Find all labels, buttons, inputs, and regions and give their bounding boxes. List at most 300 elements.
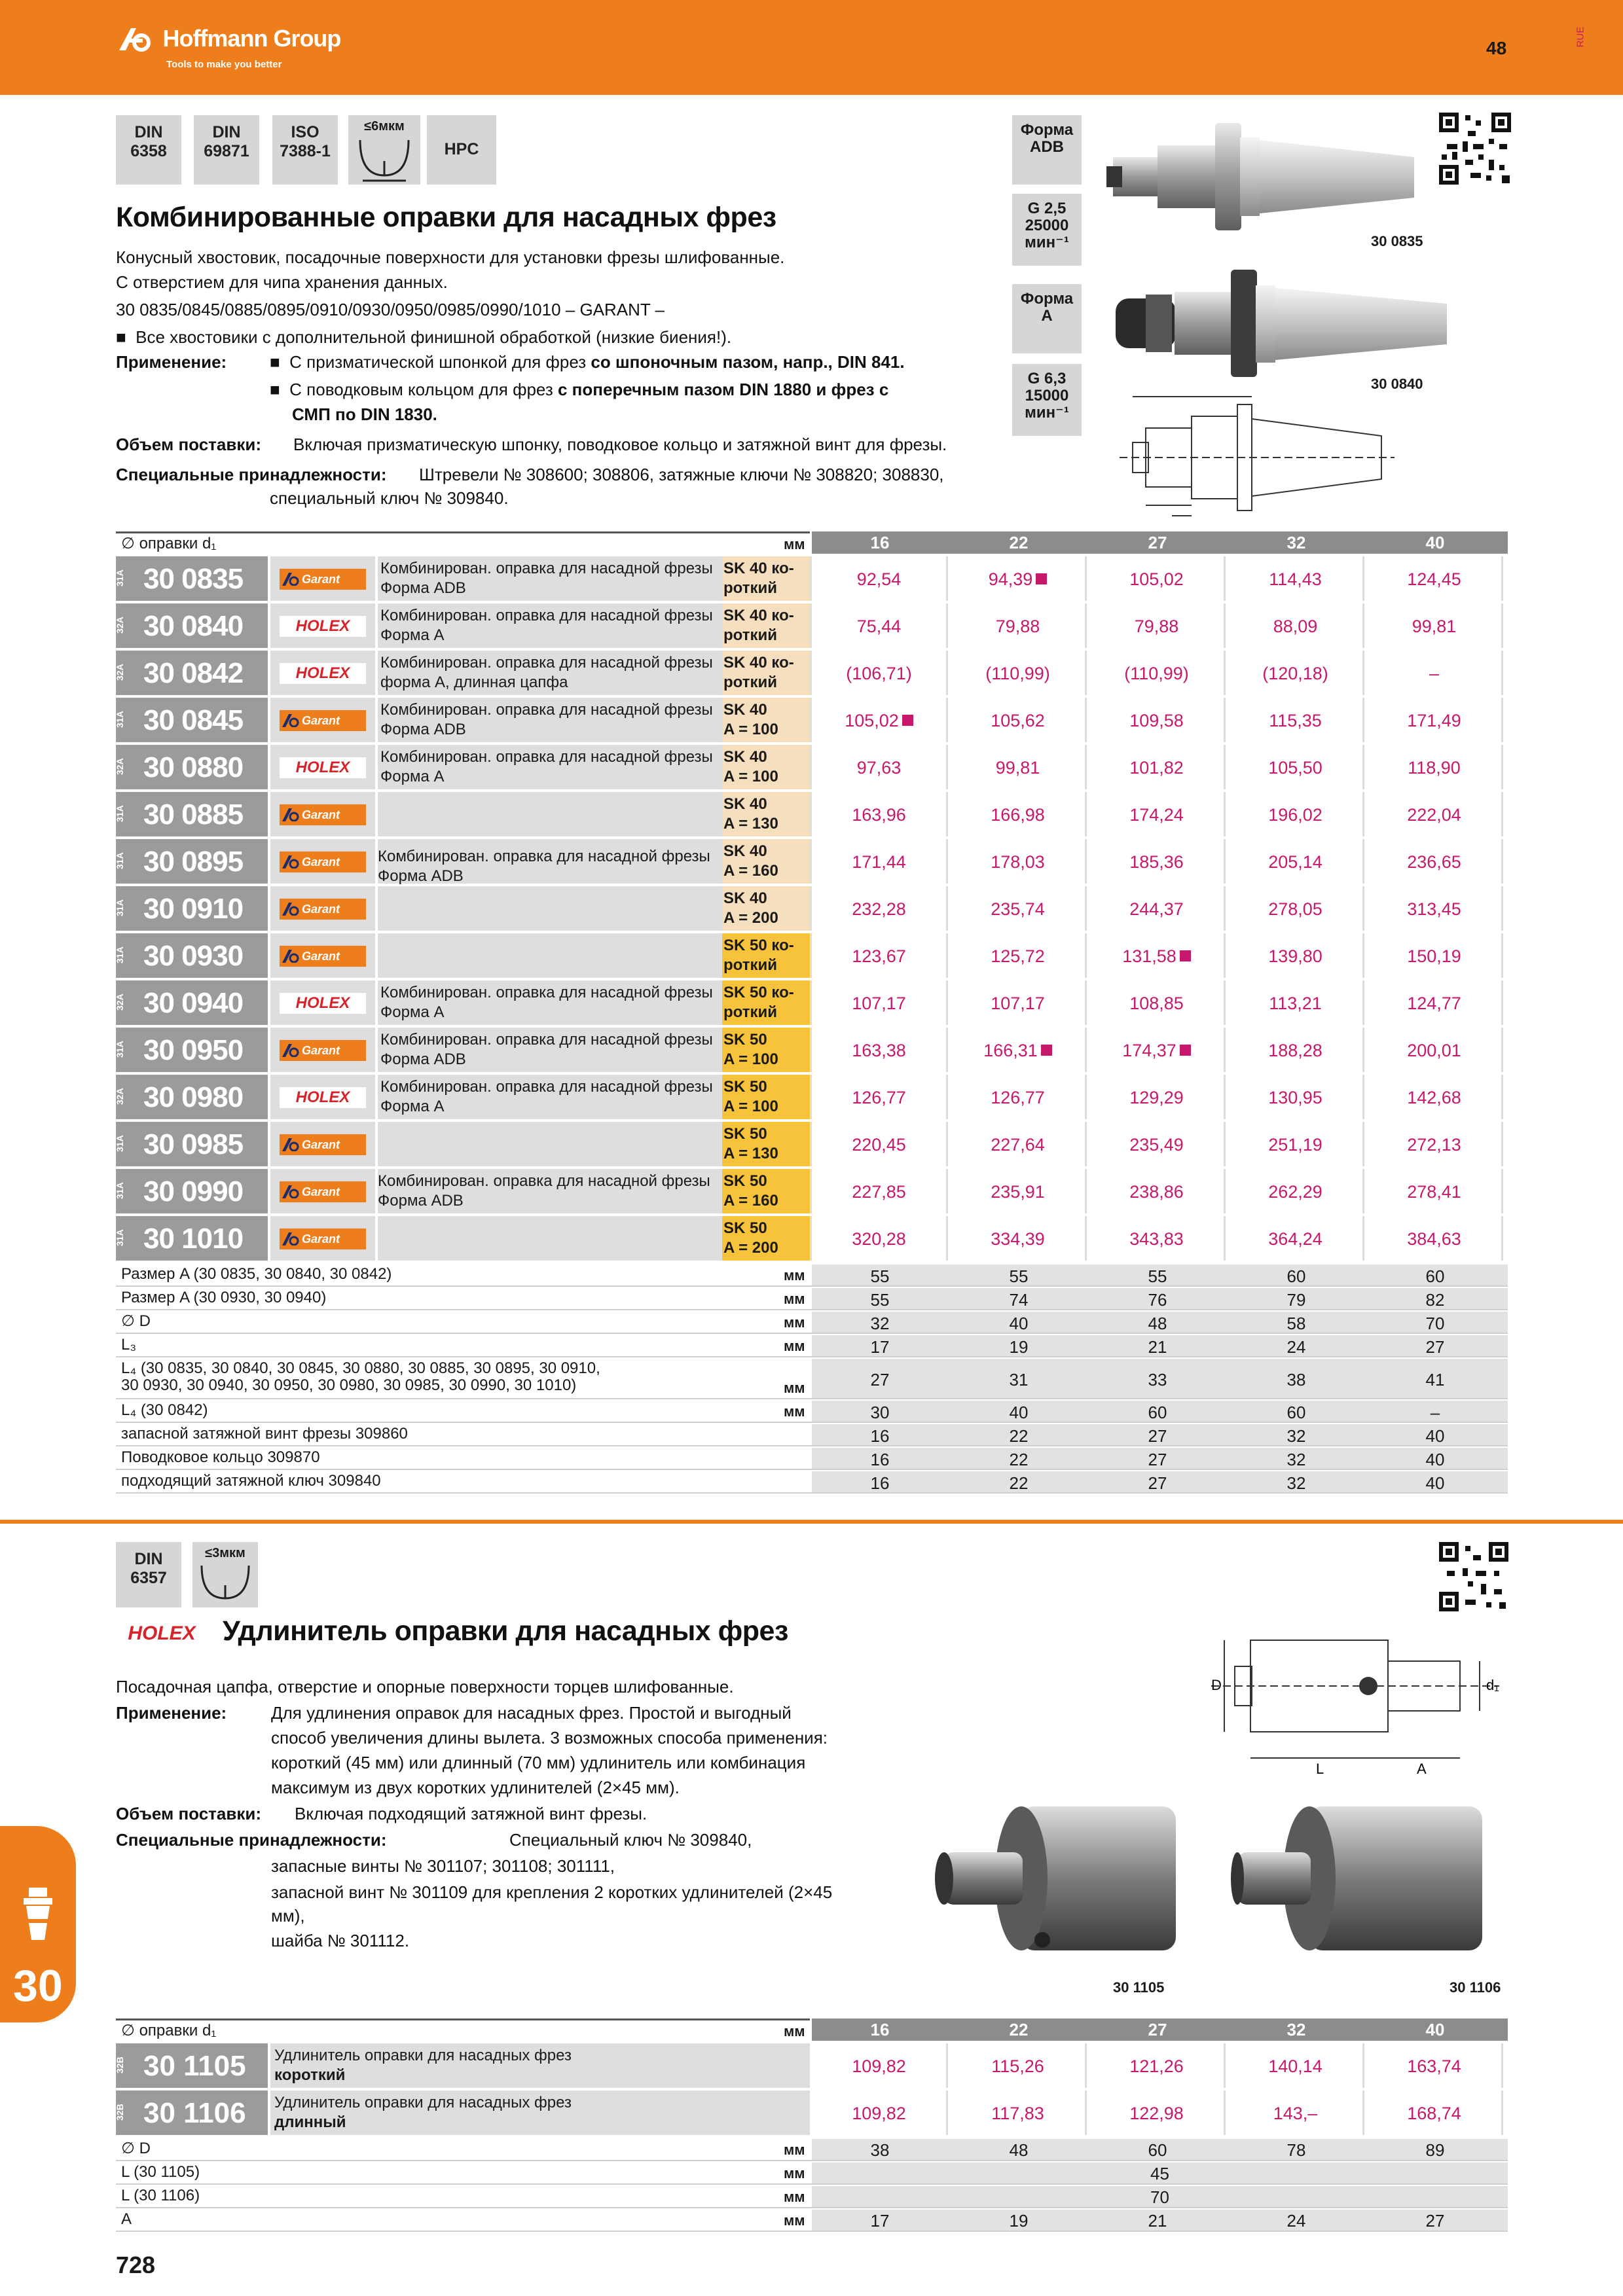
article-number[interactable]: 30 0845 — [143, 704, 244, 736]
arbor-technical-drawing — [1106, 390, 1408, 528]
price-cell[interactable] — [1089, 698, 1226, 742]
brand-cell — [270, 698, 375, 742]
product-description: Комбинирован. оправка для насадной фрезы Форма ADB — [378, 556, 836, 601]
price-cell[interactable] — [1089, 839, 1226, 884]
price-value: 171,49 — [1407, 711, 1461, 730]
taper-spec: SK 50 A = 160 — [722, 1169, 810, 1213]
price-cell[interactable] — [1089, 792, 1226, 836]
price-value: 125,72 — [991, 946, 1045, 966]
taper-spec: SK 40 ко- роткий — [722, 651, 810, 695]
taper-spec: SK 40 A = 160 — [722, 839, 810, 884]
price-cell[interactable] — [1228, 1122, 1364, 1166]
size-col: 22 — [1009, 2020, 1029, 2039]
table1-header — [0, 531, 1623, 554]
price-cell[interactable] — [951, 1122, 1087, 1166]
table-row[interactable] — [116, 1216, 1508, 1262]
spec-value: 21 — [1148, 2211, 1167, 2231]
price-cell[interactable] — [1089, 1169, 1226, 1213]
price-cell[interactable] — [1228, 698, 1364, 742]
holex-logo: HOLEX — [280, 993, 366, 1014]
spec-value: 32 — [1286, 1473, 1306, 1493]
qr-code-section1[interactable] — [1439, 113, 1511, 185]
price-cell[interactable]: 109,82 — [812, 2090, 948, 2135]
group-code: 31A — [115, 1182, 125, 1199]
price-cell[interactable] — [812, 792, 948, 836]
price-cell[interactable] — [1228, 1028, 1364, 1072]
desc-line: Удлинитель оправки для насадных фрез — [274, 2047, 572, 2064]
price-cell[interactable] — [951, 839, 1087, 884]
extension-image-301105 — [930, 1793, 1205, 1977]
hoffmann-logo-icon — [117, 26, 157, 52]
price-cell[interactable]: 122,98 — [1089, 2090, 1226, 2135]
section2-app-line: Для удлинения оправок для насадных фрез. Простой и выгодный — [271, 1703, 792, 1723]
price-value: 105,62 — [991, 711, 1045, 730]
table-row[interactable] — [116, 651, 1508, 696]
price-cell[interactable] — [812, 1122, 948, 1166]
spec-row — [116, 1471, 1508, 1494]
price-cell[interactable] — [812, 1169, 948, 1213]
table-row[interactable] — [116, 556, 1508, 602]
price-value: 107,17 — [852, 994, 906, 1013]
price-cell[interactable] — [1228, 651, 1364, 695]
scope-text: Включая призматическую шпонку, поводковое кольцо и затяжной винт для фрезы. — [293, 435, 947, 454]
price-cell[interactable] — [1228, 603, 1364, 648]
runout-badge-2 — [192, 1542, 258, 1607]
article-number[interactable]: 30 0840 — [143, 610, 244, 642]
section2-scope-label: Объем поставки: — [116, 1804, 262, 1823]
product-description: Комбинирован. оправка для насадной фрезы Форма A — [378, 980, 836, 1025]
product-description: Комбинирован. оправка для насадной фрезы форма A, длинная цапфа — [378, 651, 836, 695]
price-cell[interactable] — [951, 886, 1087, 931]
price-cell[interactable] — [1089, 980, 1226, 1025]
table1-unit: мм — [784, 536, 805, 552]
taper-spec: SK 50 A = 200 — [722, 1216, 810, 1261]
spec-unit: мм — [784, 1380, 805, 1396]
spec-unit: мм — [784, 1314, 805, 1331]
price-cell[interactable] — [812, 886, 948, 931]
price-cell[interactable]: 163,74 — [1367, 2043, 1503, 2088]
price-cell[interactable] — [812, 1028, 948, 1072]
price-value: 334,39 — [991, 1229, 1045, 1249]
spec-value: 31 — [1009, 1370, 1029, 1390]
article-number[interactable]: 30 1105 — [143, 2050, 246, 2082]
price-cell[interactable] — [812, 556, 948, 601]
form-adb-box: Форма ADB — [1012, 115, 1082, 185]
application-label: Применение: — [116, 352, 227, 372]
price-cell[interactable]: 140,14 — [1228, 2043, 1364, 2088]
spec-value: 16 — [870, 1473, 890, 1493]
price-cell[interactable] — [812, 933, 948, 978]
price-value: 92,54 — [856, 569, 902, 589]
spec-value: 89 — [1425, 2140, 1445, 2160]
spec-value: 38 — [1286, 1370, 1306, 1390]
price-value: 150,19 — [1407, 946, 1461, 966]
price-cell[interactable]: 121,26 — [1089, 2043, 1226, 2088]
price-cell[interactable] — [1367, 1169, 1503, 1213]
price-marker-icon — [1036, 573, 1047, 584]
section1-line2: С отверстием для чипа хранения данных. — [116, 272, 448, 292]
price-cell[interactable]: 109,82 — [812, 2043, 948, 2088]
price-cell[interactable] — [1089, 886, 1226, 931]
spec-value: 16 — [870, 1450, 890, 1469]
spec-value: 70 — [1425, 1314, 1445, 1333]
table1-size-header — [812, 531, 1508, 554]
price-cell[interactable]: 143,– — [1228, 2090, 1364, 2135]
price-cell[interactable] — [951, 1028, 1087, 1072]
price-value: 97,63 — [856, 758, 902, 778]
article-number[interactable]: 30 0895 — [143, 846, 244, 878]
price-value: 235,74 — [991, 899, 1045, 919]
price-cell[interactable] — [951, 980, 1087, 1025]
section2-acc-line: запасные винты № 301107; 301108; 301111, — [271, 1856, 615, 1876]
price-value: 174,24 — [1129, 805, 1184, 825]
spec-value: 48 — [1148, 1314, 1167, 1333]
article-number[interactable]: 30 1106 — [143, 2097, 246, 2129]
price-cell[interactable] — [1367, 1075, 1503, 1119]
holex-logo: HOLEX — [280, 663, 366, 684]
price-cell[interactable] — [1228, 886, 1364, 931]
spec-value: 38 — [870, 2140, 890, 2160]
group-code: 31A — [115, 1135, 125, 1152]
price-cell[interactable] — [951, 1216, 1087, 1261]
spec-value: 33 — [1148, 1370, 1167, 1390]
article-number[interactable]: 30 0980 — [143, 1081, 244, 1113]
price-cell[interactable] — [1228, 839, 1364, 884]
garant-logo: Garant — [280, 1229, 366, 1249]
taper-spec: SK 50 ко- роткий — [722, 980, 810, 1025]
article-number[interactable]: 30 0842 — [143, 657, 244, 689]
spec-row — [116, 1312, 1508, 1334]
spec-value: 60 — [1425, 1266, 1445, 1286]
garant-logo-icon — [282, 903, 299, 916]
price-cell[interactable] — [1367, 839, 1503, 884]
taper-spec: SK 40 A = 200 — [722, 886, 810, 931]
holex-logo: HOLEX — [280, 616, 366, 637]
price-cell[interactable] — [1367, 698, 1503, 742]
price-value: 124,77 — [1407, 994, 1461, 1013]
price-value: 171,44 — [852, 852, 906, 872]
group-code: 31A — [115, 711, 125, 728]
page-number-footer: 728 — [116, 2251, 156, 2278]
article-number[interactable]: 30 0985 — [143, 1128, 244, 1160]
chapter-tab[interactable] — [0, 1826, 76, 2022]
table-row[interactable] — [116, 933, 1508, 979]
price-cell[interactable] — [1367, 792, 1503, 836]
price-cell[interactable] — [951, 792, 1087, 836]
article-code-box — [116, 933, 268, 978]
brand-cell — [270, 1216, 375, 1261]
page-header — [0, 0, 1623, 95]
brand-cell — [270, 1122, 375, 1166]
price-cell[interactable] — [1228, 1075, 1364, 1119]
price-cell[interactable] — [1228, 556, 1364, 601]
price-cell[interactable]: 168,74 — [1367, 2090, 1503, 2135]
price-value: 232,28 — [852, 899, 906, 919]
price-cell[interactable] — [951, 603, 1087, 648]
price-cell[interactable]: 117,83 — [951, 2090, 1087, 2135]
brand-cell — [270, 556, 375, 601]
section1-line3: 30 0835/0845/0885/0895/0910/0930/0950/0985/0990/1010 – GARANT – — [116, 300, 665, 319]
price-cell[interactable] — [812, 745, 948, 789]
qr-code-section2[interactable] — [1439, 1542, 1508, 1611]
brand-name: Hoffmann Group — [162, 25, 341, 52]
spec-row — [116, 1265, 1508, 1287]
article-number[interactable]: 30 0910 — [143, 893, 244, 925]
price-cell[interactable] — [812, 603, 948, 648]
table-row[interactable] — [116, 1028, 1508, 1073]
price-value: 222,04 — [1407, 805, 1461, 825]
price-value: 244,37 — [1129, 899, 1184, 919]
spec-unit: мм — [784, 1403, 805, 1420]
price-cell[interactable] — [1367, 1028, 1503, 1072]
price-cell[interactable] — [951, 745, 1087, 789]
price-cell[interactable] — [951, 1169, 1087, 1213]
section2-acc-line: мм), — [271, 1906, 305, 1926]
price-cell[interactable] — [1228, 1169, 1364, 1213]
spec-value: 40 — [1425, 1473, 1445, 1493]
price-value: 313,45 — [1407, 899, 1461, 919]
table-row[interactable] — [116, 2090, 1508, 2136]
group-code: 31A — [115, 1229, 125, 1246]
price-value: 163,38 — [852, 1041, 906, 1060]
price-cell[interactable] — [1228, 792, 1364, 836]
section2-accessories-label: Специальные принадлежности: — [116, 1830, 387, 1850]
price-value: 88,09 — [1273, 617, 1318, 636]
article-code-box — [116, 1028, 268, 1072]
garant-logo: Garant — [280, 1134, 366, 1155]
price-value: 108,85 — [1129, 994, 1184, 1013]
spec-value: 40 — [1425, 1426, 1445, 1446]
section2-scope-text: Включая подходящий затяжной винт фрезы. — [295, 1804, 647, 1823]
group-code: 32A — [115, 1088, 125, 1105]
price-value: 105,02 — [845, 711, 899, 730]
spec-value: 24 — [1286, 2211, 1306, 2231]
spec-value: – — [1430, 1403, 1440, 1422]
price-value: 384,63 — [1407, 1229, 1461, 1249]
merged-description: Комбинирован. оправка для насадной фрезы Форма ADB — [378, 1172, 710, 1210]
taper-spec: SK 40 A = 130 — [722, 792, 810, 836]
price-cell[interactable] — [1089, 651, 1226, 695]
language-code: RUE — [1575, 26, 1586, 48]
price-value: 278,41 — [1407, 1182, 1461, 1202]
spec-value: 60 — [1148, 1403, 1167, 1422]
table2-diameter-label: ∅ оправки d₁ — [121, 2022, 217, 2039]
table-row[interactable] — [116, 980, 1508, 1026]
spec-value: 55 — [870, 1290, 890, 1310]
spec-label: запасной затяжной винт фрезы 309860 — [121, 1425, 408, 1443]
spec-value-merged: 70 — [1150, 2187, 1169, 2207]
price-cell[interactable] — [951, 556, 1087, 601]
price-cell[interactable] — [1228, 745, 1364, 789]
spec-value: 41 — [1425, 1370, 1445, 1390]
table-row[interactable] — [116, 1075, 1508, 1121]
article-code-box — [116, 980, 268, 1025]
price-value: 107,17 — [991, 994, 1045, 1013]
section1-line1: Конусный хвостовик, посадочные поверхности для установки фрезы шлифованные. — [116, 247, 785, 267]
product-description: Комбинирован. оправка для насадной фрезы Форма ADB — [378, 698, 836, 742]
table-row[interactable] — [116, 886, 1508, 932]
price-cell[interactable] — [1089, 745, 1226, 789]
price-cell[interactable] — [1089, 1216, 1226, 1261]
article-number[interactable]: 30 0950 — [143, 1034, 244, 1066]
garant-logo-icon — [282, 573, 299, 586]
price-value: 124,45 — [1407, 569, 1461, 589]
spec-value: 55 — [1009, 1266, 1029, 1286]
spec-row — [116, 1288, 1508, 1310]
spec-unit: мм — [784, 2165, 805, 2181]
runout-label-2: ≤3мкм — [205, 1546, 246, 1560]
article-number[interactable]: 30 1010 — [143, 1223, 244, 1255]
spec-label: Поводковое кольцо 309870 — [121, 1448, 320, 1466]
price-cell[interactable] — [1367, 745, 1503, 789]
article-number[interactable]: 30 0940 — [143, 987, 244, 1019]
group-code: 31A — [115, 569, 125, 586]
spec-value: 32 — [1286, 1426, 1306, 1446]
table-row[interactable] — [116, 603, 1508, 649]
brand-cell — [270, 1169, 375, 1213]
price-cell[interactable] — [812, 651, 948, 695]
article-number[interactable]: 30 0990 — [143, 1175, 244, 1208]
price-cell[interactable] — [1089, 603, 1226, 648]
price-value: 272,13 — [1407, 1135, 1461, 1155]
section2-application-label: Применение: — [116, 1703, 227, 1723]
spec-value: 55 — [870, 1266, 890, 1286]
brand-cell — [270, 1075, 375, 1119]
standard-badge-din69871: DIN 69871 — [194, 115, 259, 185]
price-cell[interactable] — [1228, 1216, 1364, 1261]
table-row[interactable] — [116, 745, 1508, 791]
price-value: 262,29 — [1268, 1182, 1322, 1202]
price-cell[interactable] — [1089, 556, 1226, 601]
price-value: 364,24 — [1268, 1229, 1322, 1249]
article-number[interactable]: 30 0930 — [143, 940, 244, 972]
price-cell[interactable] — [1089, 1075, 1226, 1119]
spec-value: 74 — [1009, 1290, 1029, 1310]
garant-logo-icon — [282, 1044, 299, 1057]
price-value: 235,91 — [991, 1182, 1045, 1202]
group-code: 31A — [115, 852, 125, 869]
spec-value: 27 — [1425, 2211, 1445, 2231]
runout-badge — [348, 115, 420, 185]
brand-cell — [270, 651, 375, 695]
price-cell[interactable] — [1228, 980, 1364, 1025]
article-number[interactable]: 30 0835 — [143, 563, 244, 595]
section2-app-line: способ увеличения длины вылета. 3 возможных способа применения: — [271, 1728, 828, 1748]
price-cell[interactable] — [951, 698, 1087, 742]
spec-value: 27 — [1148, 1426, 1167, 1446]
price-cell[interactable] — [1367, 1122, 1503, 1166]
price-cell[interactable] — [1228, 933, 1364, 978]
price-value: 126,77 — [991, 1088, 1045, 1107]
spec-label: ∅ D — [121, 2140, 151, 2157]
price-cell[interactable] — [1089, 1122, 1226, 1166]
price-cell[interactable] — [812, 1075, 948, 1119]
price-cell[interactable] — [1367, 651, 1503, 695]
price-value: 196,02 — [1268, 805, 1322, 825]
price-value: 79,88 — [995, 617, 1040, 636]
article-code-box — [116, 1122, 268, 1166]
price-cell[interactable] — [812, 698, 948, 742]
group-code: 32A — [115, 617, 125, 634]
brand-cell — [270, 1028, 375, 1072]
price-cell[interactable] — [812, 1216, 948, 1261]
price-value: 139,80 — [1268, 946, 1322, 966]
price-cell[interactable] — [951, 933, 1087, 978]
price-cell[interactable] — [1089, 1028, 1226, 1072]
spec-unit: мм — [784, 2189, 805, 2205]
article-number[interactable]: 30 0880 — [143, 751, 244, 783]
spec-label: подходящий затяжной ключ 309840 — [121, 1472, 381, 1490]
spec-value: 79 — [1286, 1290, 1306, 1310]
table-row[interactable] — [116, 1169, 1508, 1215]
desc-line: Удлинитель оправки для насадных фрез — [274, 2094, 572, 2111]
price-value: 236,65 — [1407, 852, 1461, 872]
section2-title: Удлинитель оправки для насадных фрез — [223, 1615, 788, 1647]
spec-row — [116, 1335, 1508, 1357]
article-number[interactable]: 30 0885 — [143, 798, 244, 831]
size-col: 32 — [1286, 533, 1306, 552]
price-cell[interactable] — [951, 1075, 1087, 1119]
chapter-number: 30 — [13, 1961, 63, 2011]
price-cell[interactable] — [1089, 933, 1226, 978]
price-cell[interactable] — [951, 651, 1087, 695]
price-cell[interactable] — [812, 839, 948, 884]
price-cell[interactable] — [1367, 886, 1503, 931]
spec-label: L₄ (30 0842) — [121, 1401, 208, 1419]
spec-value: 76 — [1148, 1290, 1167, 1310]
table-row[interactable] — [116, 1122, 1508, 1168]
price-value: 114,43 — [1269, 569, 1322, 589]
img-label-301106: 30 1106 — [1450, 1979, 1501, 1996]
spec-label: L₄ (30 0835, 30 0840, 30 0845, 30 0880, 30 0885, 30 0895, 30 0910, 30 0930, 30 0940, 30 0950, 30 0980, 30 0985, 30 0990, 30 1010) — [121, 1359, 600, 1394]
section1-bullet1: ■ Все хвостовики с дополнительной финишной обработкой (низкие биения!). — [116, 327, 732, 347]
size-col: 40 — [1425, 533, 1445, 552]
arbor-image-300835 — [1100, 111, 1440, 242]
garant-logo: Garant — [280, 899, 366, 920]
price-cell[interactable] — [1367, 933, 1503, 978]
spec-label: A — [121, 2210, 132, 2228]
taper-spec: SK 50 A = 100 — [722, 1028, 810, 1072]
article-code-box — [116, 839, 268, 884]
spec-row — [116, 2210, 1508, 2232]
table-row[interactable] — [116, 792, 1508, 838]
price-value: 220,45 — [852, 1135, 906, 1155]
price-marker-icon — [902, 715, 913, 726]
section2-acc-line: Специальный ключ № 309840, — [509, 1830, 752, 1850]
hoffmann-logo[interactable] — [117, 25, 341, 70]
price-cell[interactable]: 115,26 — [951, 2043, 1087, 2088]
price-value: 227,64 — [991, 1135, 1045, 1155]
form-a-box: Форма A — [1012, 284, 1082, 353]
garant-logo: Garant — [280, 946, 366, 967]
table-row[interactable] — [116, 698, 1508, 744]
price-value: 343,83 — [1129, 1229, 1184, 1249]
price-cell[interactable] — [1367, 556, 1503, 601]
product-description: Комбинирован. оправка для насадной фрезы Форма A — [378, 603, 836, 648]
table-row[interactable] — [116, 2043, 1508, 2089]
garant-logo: Garant — [280, 1040, 366, 1061]
price-cell[interactable] — [1367, 1216, 1503, 1261]
spec-row — [116, 1448, 1508, 1470]
price-cell[interactable] — [1367, 980, 1503, 1025]
spec-value: 55 — [1148, 1266, 1167, 1286]
group-code: 32B — [115, 2104, 125, 2121]
spec-value: 21 — [1148, 1337, 1167, 1357]
price-cell[interactable] — [1367, 603, 1503, 648]
table-row[interactable] — [116, 839, 1508, 885]
spec-label: L (30 1106) — [121, 2187, 200, 2204]
price-cell[interactable] — [812, 980, 948, 1025]
